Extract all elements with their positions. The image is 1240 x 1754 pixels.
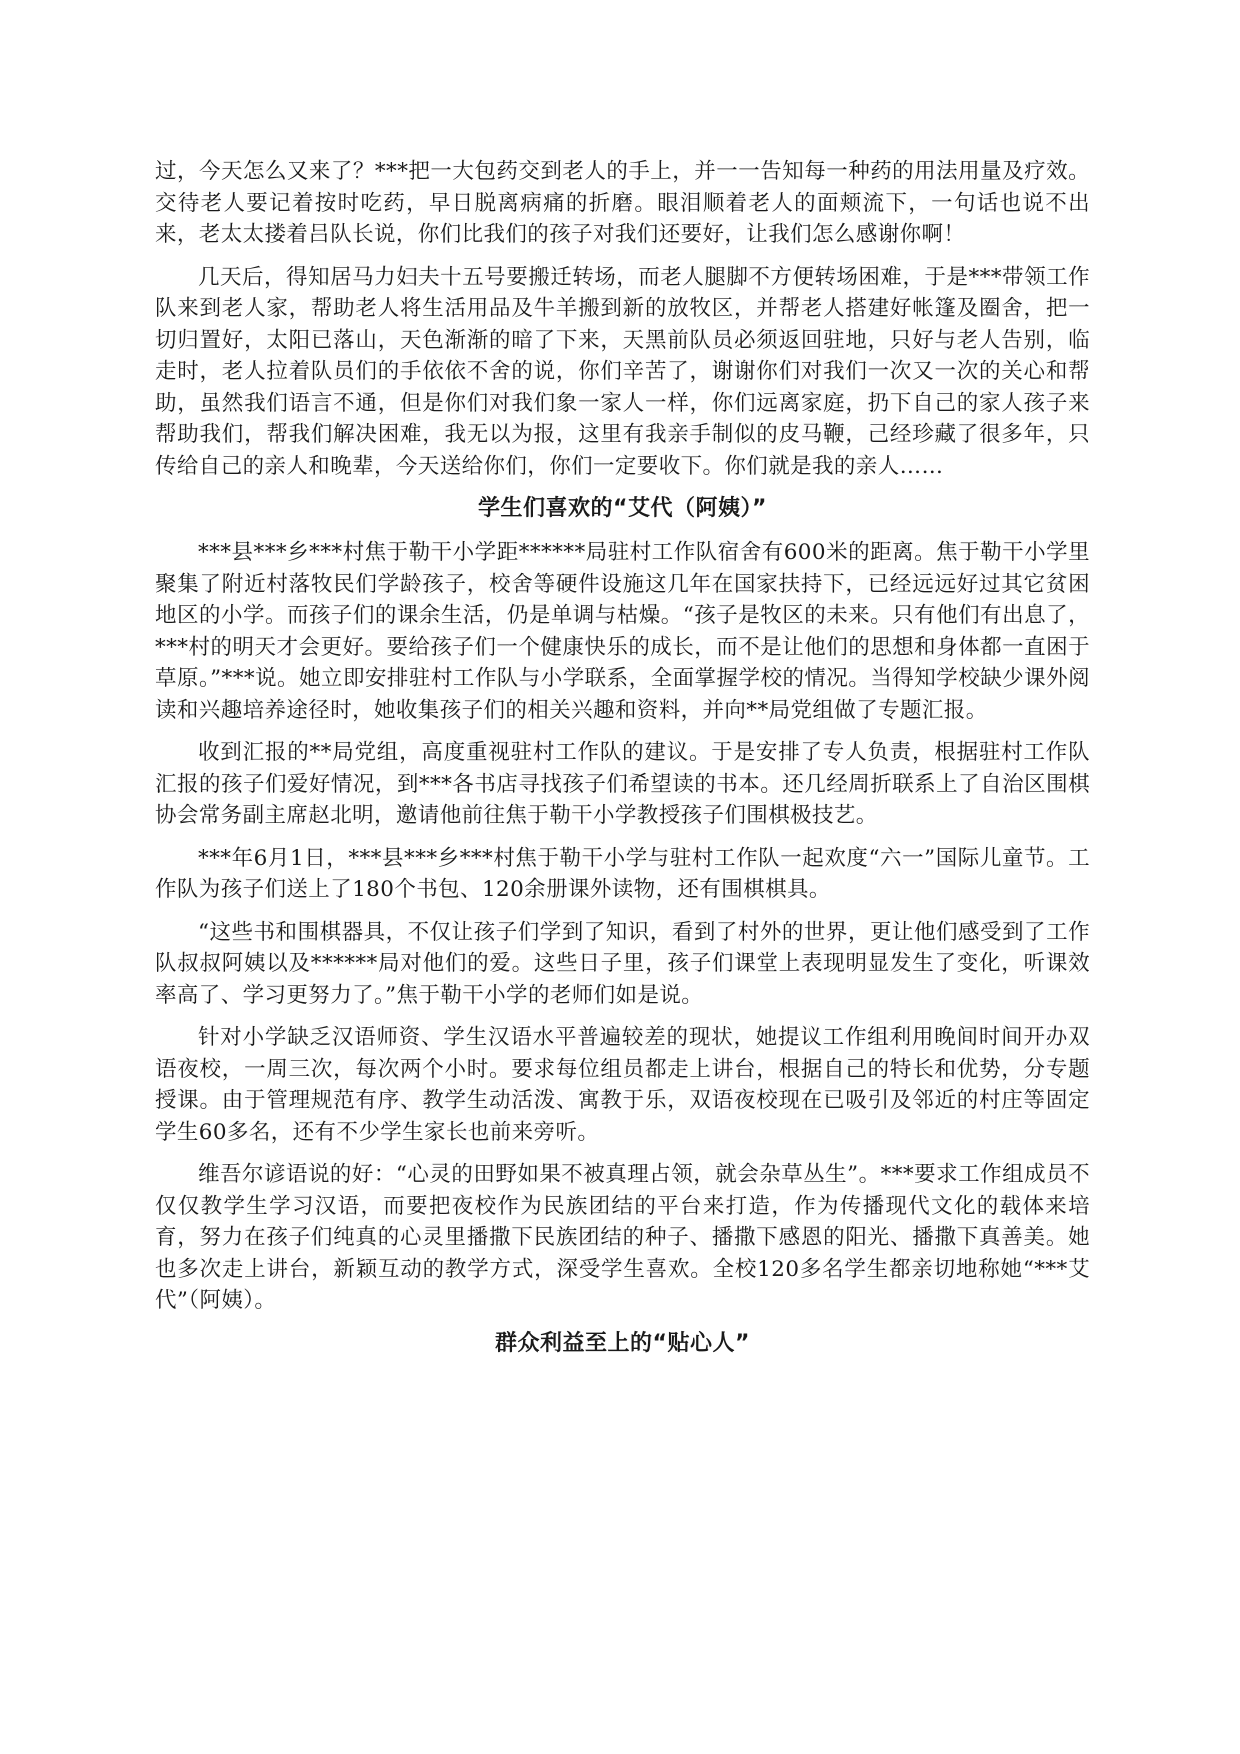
paragraph-relocation: 几天后，得知居马力妇夫十五号要搬迁转场，而老人腿脚不方便转场困难，于是***带领工作队来到老人家，帮助老人将生活用品及牛羊搬到新的放牧区，并帮老人搭建好帐篷及圈舍，把一切归置好，太阳已落山，天色渐渐的暗了下来，天黑前队员必须返回驻地，只好与老人告别，临走时，老人拉着队员们的手依依不舍的说，你们辛苦了，谢谢你们对我们一次又一次的关心和帮助，虽然我们语言不通，但是你们对我们象一家人一样，你们远离家庭，扔下自己的家人孩子来帮助我们，帮我们解决困难，我无以为报，这里有我亲手制似的皮马鞭，己经珍藏了很多年，只传给自己的亲人和晚辈，今天送给你们，你们一定要收下。你们就是我的亲人…… <box>155 264 1090 479</box>
section-heading-masses: 群众利益至上的“贴心人” <box>495 1330 750 1356</box>
paragraph-proverb: 维吾尔谚语说的好：“心灵的田野如果不被真理占领，就会杂草丛生”。***要求工作组成员不仅仅教学生学习汉语，而要把夜校作为民族团结的平台来打造，作为传播现代文化的载体来培育，努力在孩子们纯真的心灵里播撒下民族团结的种子、播撒下感恩的阳光、播撒下真善美。她也多次走上讲台，新颖互动的教学方式，深受学生喜欢。全校120多名学生都亲切地称她“***艾代”（阿姨）。 <box>155 1162 1090 1313</box>
paragraph-childrens-day: ***年6月1日，***县***乡***村焦于勒干小学与驻村工作队一起欢度“六一”国际儿童节。工作队为孩子们送上了180个书包、120余册课外读物，还有围棋棋具。 <box>155 845 1090 902</box>
paragraph-school-intro: ***县***乡***村焦于勒干小学距******局驻村工作队宿舍有600米的距离。焦于勒干小学里聚集了附近村落牧民们学龄孩子，校舍等硬件设施这几年在国家扶持下，已经远远好过其它贫困地区的小学。而孩子们的课余生活，仍是单调与枯燥。“孩子是牧区的未来。只有他们有出息了，***村的明天才会更好。要给孩子们一个健康快乐的成长，而不是让他们的思想和身体都一直困于草原。”***说。她立即安排驻村工作队与小学联系，全面掌握学校的情况。当得知学校缺少课外阅读和兴趣培养途径时，她收集孩子们的相关兴趣和资料，并向**局党组做了专题汇报。 <box>155 540 1090 723</box>
document-page <box>155 156 1090 1372</box>
paragraph-party-report: 收到汇报的**局党组，高度重视驻村工作队的建议。于是安排了专人负责，根据驻村工作队汇报的孩子们爱好情况，到***各书店寻找孩子们希望读的书本。还几经周折联系上了自治区围棋协会常务副主席赵北明，邀请他前往焦于勒干小学教授孩子们围棋极技艺。 <box>155 740 1090 828</box>
paragraph-continued: 过，今天怎么又来了？***把一大包药交到老人的手上，并一一告知每一种药的用法用量及疗效。交待老人要记着按时吃药，早日脱离病痛的折磨。眼泪顺着老人的面颊流下，一句话也说不出来，老太太搂着吕队长说，你们比我们的孩子对我们还要好，让我们怎么感谢你啊！ <box>155 159 1090 247</box>
paragraph-teacher-quote: “这些书和围棋器具，不仅让孩子们学到了知识，看到了村外的世界，更让他们感受到了工作队叔叔阿姨以及******局对他们的爱。这些日子里，孩子们课堂上表现明显发生了变化，听课效率高了、学习更努力了。”焦于勒干小学的老师们如是说。 <box>155 919 1090 1008</box>
paragraph-night-school: 针对小学缺乏汉语师资、学生汉语水平普遍较差的现状，她提议工作组利用晚间时间开办双语夜校，一周三次，每次两个小时。要求每位组员都走上讲台，根据自己的特长和优势，分专题授课。由于管理规范有序、教学生动活泼、寓教于乐，双语夜校现在已吸引及邻近的村庄等固定学生60多名，还有不少学生家长也前来旁听。 <box>155 1025 1090 1145</box>
section-heading-students: 学生们喜欢的“艾代（阿姨）” <box>478 496 767 521</box>
